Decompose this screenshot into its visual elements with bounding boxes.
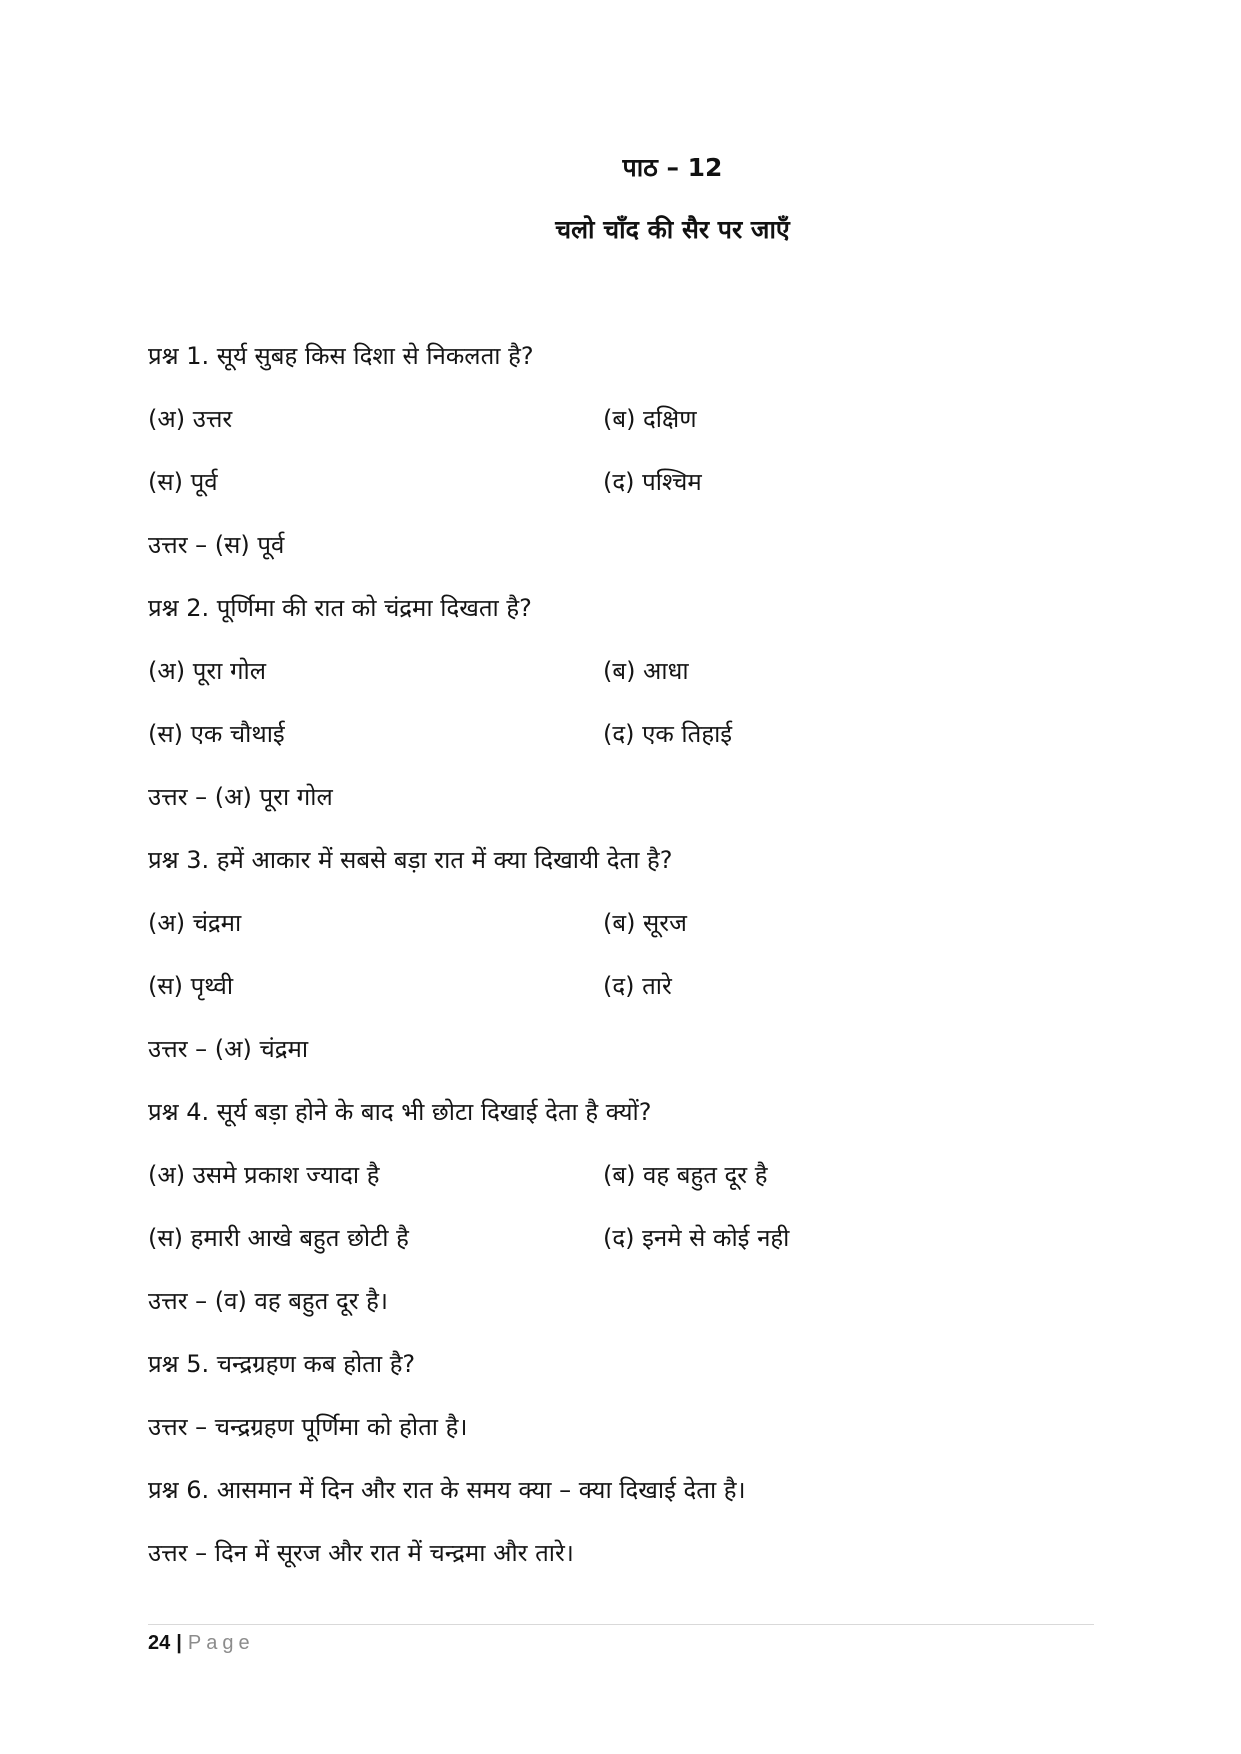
q2-option-d: (द) एक तिहाई bbox=[603, 720, 733, 748]
q1-option-d: (द) पश्चिम bbox=[603, 468, 702, 496]
q6-answer: उत्तर – दिन में सूरज और रात में चन्द्रमा और तारे। bbox=[148, 1539, 574, 1567]
question-4: प्रश्न 4. सूर्य बड़ा होने के बाद भी छोटा दिखाई देता है क्यों? bbox=[148, 1098, 652, 1126]
q1-option-b: (ब) दक्षिण bbox=[603, 405, 697, 433]
q2-option-a: (अ) पूरा गोल bbox=[148, 657, 266, 685]
footer-divider bbox=[148, 1624, 1094, 1625]
page-footer bbox=[148, 1632, 255, 1655]
q4-option-c: (स) हमारी आखे बहुत छोटी है bbox=[148, 1224, 409, 1252]
q3-option-b: (ब) सूरज bbox=[603, 909, 687, 937]
chapter-title: चलो चाँद की सैर पर जाएँ bbox=[555, 215, 790, 244]
q3-answer: उत्तर – (अ) चंद्रमा bbox=[148, 1035, 309, 1063]
q4-option-b: (ब) वह बहुत दूर है bbox=[603, 1161, 768, 1189]
q1-answer: उत्तर – (स) पूर्व bbox=[148, 531, 285, 559]
question-5: प्रश्न 5. चन्द्रग्रहण कब होता है? bbox=[148, 1350, 416, 1378]
q2-answer: उत्तर – (अ) पूरा गोल bbox=[148, 783, 333, 811]
footer-separator: | bbox=[176, 1632, 182, 1654]
q4-option-d: (द) इनमे से कोई नही bbox=[603, 1224, 790, 1252]
q2-option-b: (ब) आधा bbox=[603, 657, 689, 685]
question-2: प्रश्न 2. पूर्णिमा की रात को चंद्रमा दिखता है? bbox=[148, 594, 532, 622]
page-number: 24 bbox=[148, 1632, 171, 1654]
q1-option-c: (स) पूर्व bbox=[148, 468, 218, 496]
chapter-label: पाठ – 12 bbox=[622, 153, 723, 182]
q4-answer: उत्तर – (व) वह बहुत दूर है। bbox=[148, 1287, 389, 1315]
question-3: प्रश्न 3. हमें आकार में सबसे बड़ा रात में क्या दिखायी देता है? bbox=[148, 846, 673, 874]
question-6: प्रश्न 6. आसमान में दिन और रात के समय क्या – क्या दिखाई देता है। bbox=[148, 1476, 746, 1504]
q3-option-c: (स) पृथ्वी bbox=[148, 972, 234, 1000]
q1-option-a: (अ) उत्तर bbox=[148, 405, 233, 433]
page-label: Page bbox=[187, 1632, 255, 1654]
q3-option-d: (द) तारे bbox=[603, 972, 672, 1000]
q2-option-c: (स) एक चौथाई bbox=[148, 720, 285, 748]
question-1: प्रश्न 1. सूर्य सुबह किस दिशा से निकलता है? bbox=[148, 342, 534, 370]
q5-answer: उत्तर – चन्द्रग्रहण पूर्णिमा को होता है। bbox=[148, 1413, 468, 1441]
q4-option-a: (अ) उसमे प्रकाश ज्यादा है bbox=[148, 1161, 380, 1189]
q3-option-a: (अ) चंद्रमा bbox=[148, 909, 242, 937]
